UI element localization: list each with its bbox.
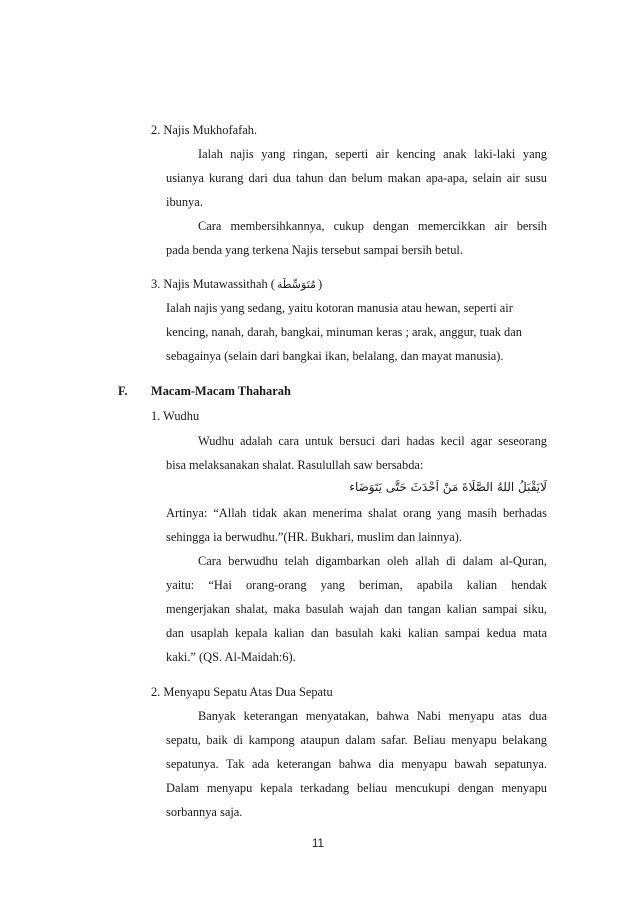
- section-title: Macam-Macam Thaharah: [151, 384, 291, 398]
- item-3-line-1: Ialah najis yang sedang, yaitu kotoran manusia atau hewan, seperti air: [166, 301, 513, 315]
- section-letter: F.: [118, 384, 128, 398]
- item-3-title-text: 3. Najis Mutawassithah (: [151, 277, 275, 291]
- sepatu-line-5: sorbannya saja.: [166, 805, 243, 819]
- item-3-line-2: kencing, nanah, darah, bangkai, minuman keras ; arak, anggur, tuak dan: [166, 325, 522, 339]
- item-2-line-3: ibunya.: [166, 195, 203, 209]
- item-3-line-3: sebagainya (selain dari bangkai ikan, belalang, dan mayat manusia).: [166, 349, 504, 363]
- artinya-line-7: kaki.” (QS. Al-Maidah:6).: [166, 650, 296, 664]
- item-2-line-4: Cara membersihkannya, cukup dengan memercikkan air bersih: [198, 219, 547, 233]
- sepatu-line-2: sepatu, baik di kampong ataupun dalam safar. Beliau menyapu belakang: [166, 733, 547, 747]
- item-3-title-close: ): [317, 277, 323, 291]
- artinya-line-6: dan usaplah kepala kalian dan basulah kaki kalian sampai kedua mata: [166, 626, 547, 640]
- item-3-title: [151, 276, 322, 293]
- artinya-line-1: Artinya: “Allah tidak akan menerima shalat orang yang masih berhadas: [166, 506, 547, 520]
- sepatu-line-4: Dalam menyapu kepala terkadang beliau mencukupi dengan menyapu: [166, 781, 547, 795]
- artinya-line-3: Cara berwudhu telah digambarkan oleh allah di dalam al-Quran,: [198, 554, 547, 568]
- page-number: 11: [312, 838, 324, 850]
- hadith-arabic: لَايَقْبَلُ اللهُ الصَّلَاةَ مَنْ اَحْدَثَ حَتَّى يَتَوَضَاء: [349, 480, 547, 494]
- sepatu-line-1: Banyak keterangan menyatakan, bahwa Nabi menyapu atas dua: [198, 709, 547, 723]
- artinya-line-5: mengerjakan shalat, maka basulah wajah dan tangan kalian sampai siku,: [166, 602, 547, 616]
- item-2-title: 2. Najis Mukhofafah.: [151, 123, 257, 137]
- item-2-line-5: pada benda yang terkena Najis tersebut sampai bersih betul.: [166, 243, 463, 257]
- item-3-arabic-term: مُتَوَسِّطَة: [276, 278, 316, 291]
- wudhu-title: 1. Wudhu: [151, 409, 200, 423]
- wudhu-line-2: bisa melaksanakan shalat. Rasulullah saw bersabda:: [166, 458, 424, 472]
- item-2-line-2: usianya kurang dari dua tahun dan belum makan apa-apa, selain air susu: [166, 171, 547, 185]
- sepatu-title: 2. Menyapu Sepatu Atas Dua Sepatu: [151, 685, 333, 699]
- item-2-line-1: Ialah najis yang ringan, seperti air kencing anak laki-laki yang: [198, 147, 547, 161]
- artinya-line-4: yaitu: “Hai orang-orang yang beriman, apabila kalian hendak: [166, 578, 547, 592]
- sepatu-line-3: sepatunya. Tak ada keterangan bahwa dia menyapu bawah sepatunya.: [166, 757, 547, 771]
- wudhu-line-1: Wudhu adalah cara untuk bersuci dari hadas kecil agar seseorang: [198, 434, 547, 448]
- artinya-line-2: sehingga ia berwudhu.”(HR. Bukhari, muslim dan lainnya).: [166, 530, 462, 544]
